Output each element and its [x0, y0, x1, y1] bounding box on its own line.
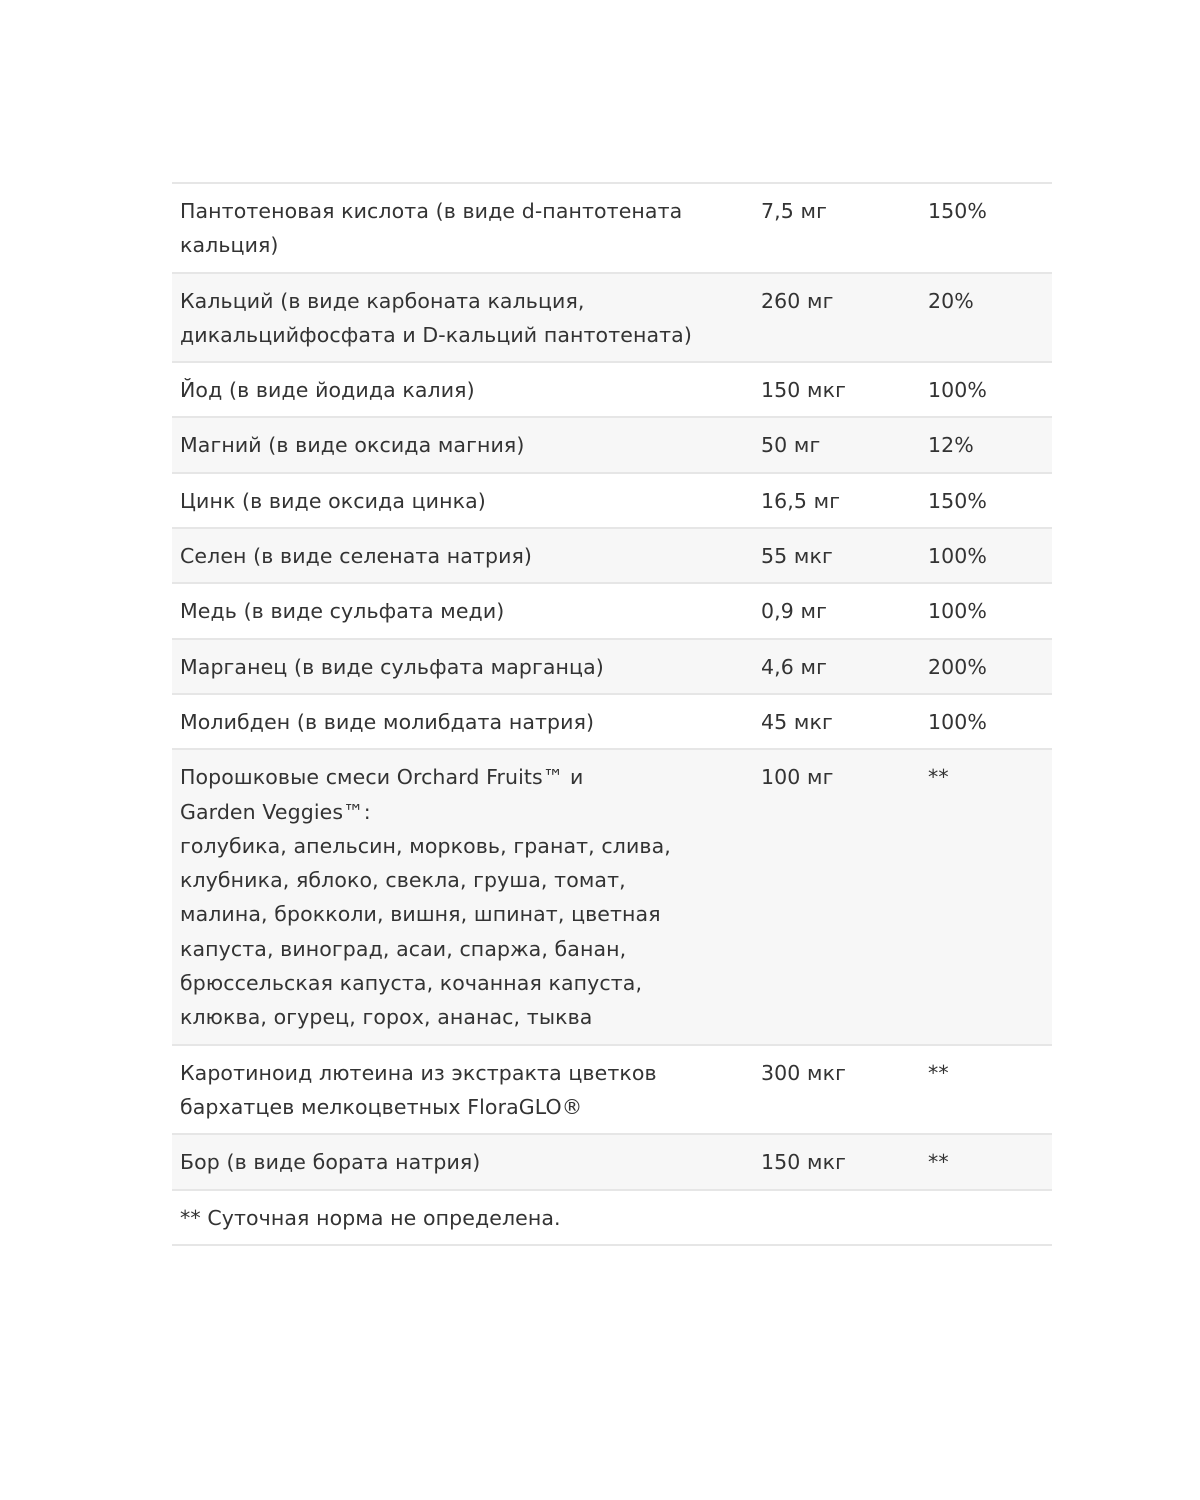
nutrient-amount: 150 мкг — [761, 378, 846, 403]
nutrient-name: Пантотеновая кислота (в виде d-пантотената кальция) — [180, 199, 683, 258]
table-row — [172, 639, 1052, 694]
nutrient-name: Магний (в виде оксида магния) — [180, 433, 525, 458]
daily-value: 20% — [928, 288, 974, 313]
table-row — [172, 417, 1052, 472]
daily-value: ** — [928, 1060, 949, 1085]
nutrient-amount: 16,5 мг — [761, 488, 841, 513]
nutrient-name: Бор (в виде бората натрия) — [180, 1150, 481, 1175]
table-row — [172, 528, 1052, 583]
nutrient-amount: 300 мкг — [761, 1060, 846, 1085]
daily-value: 100% — [928, 544, 988, 569]
nutrient-amount: 4,6 мг — [761, 654, 827, 679]
daily-value: ** — [928, 1150, 949, 1175]
nutrient-amount: 55 мкг — [761, 544, 833, 569]
nutrient-table — [172, 182, 1052, 1246]
table-row — [172, 362, 1052, 417]
daily-value: 100% — [928, 599, 988, 624]
table-row — [172, 1134, 1052, 1189]
nutrient-amount: 260 мг — [761, 288, 834, 313]
daily-value: 100% — [928, 709, 988, 734]
nutrient-amount: 45 мкг — [761, 709, 833, 734]
table-row — [172, 694, 1052, 749]
nutrient-table-container — [172, 182, 1052, 1246]
table-row — [172, 583, 1052, 638]
table-row — [172, 183, 1052, 273]
nutrient-name: Селен (в виде селената натрия) — [180, 544, 533, 569]
nutrient-amount: 50 мг — [761, 433, 821, 458]
footnote-row — [172, 1190, 1052, 1245]
table-row — [172, 273, 1052, 363]
nutrient-name: Марганец (в виде сульфата марганца) — [180, 654, 604, 679]
nutrient-name: Каротиноид лютеина из экстракта цветков бархатцев мелкоцветных FloraGLO® — [180, 1060, 657, 1119]
daily-value: ** — [928, 765, 949, 790]
nutrient-amount: 7,5 мг — [761, 199, 827, 223]
nutrient-name: Молибден (в виде молибдата натрия) — [180, 709, 595, 734]
daily-value: 200% — [928, 654, 988, 679]
nutrient-amount: 0,9 мг — [761, 599, 827, 624]
daily-value: 150% — [928, 488, 988, 513]
table-row — [172, 473, 1052, 528]
daily-value: 100% — [928, 378, 988, 403]
daily-value: 12% — [928, 433, 974, 458]
nutrient-name: Порошковые смеси Orchard Fruits™ и Garden Veggies™: голубика, апельсин, морковь, гранат, слива, клубника, яблоко, свекла, груша, томат, малина, брокколи, вишня, шпинат, цветная капуста, виноград, асаи, спаржа, банан, брюссельская капуста, кочанная капуста, клюква, огурец, горох, ананас, тыква — [180, 765, 671, 1030]
table-row — [172, 1045, 1052, 1135]
nutrient-name: Цинк (в виде оксида цинка) — [180, 488, 486, 513]
daily-value: 150% — [928, 199, 988, 223]
nutrient-amount: 150 мкг — [761, 1150, 846, 1175]
nutrient-amount: 100 мг — [761, 765, 834, 790]
table-row — [172, 749, 1052, 1044]
nutrient-name: Кальций (в виде карбоната кальция, дикальцийфосфата и D-кальций пантотената) — [180, 288, 692, 347]
nutrient-name: Йод (в виде йодида калия) — [180, 378, 475, 403]
footnote: ** Суточная норма не определена. — [180, 1205, 561, 1230]
nutrient-name: Медь (в виде сульфата меди) — [180, 599, 505, 624]
